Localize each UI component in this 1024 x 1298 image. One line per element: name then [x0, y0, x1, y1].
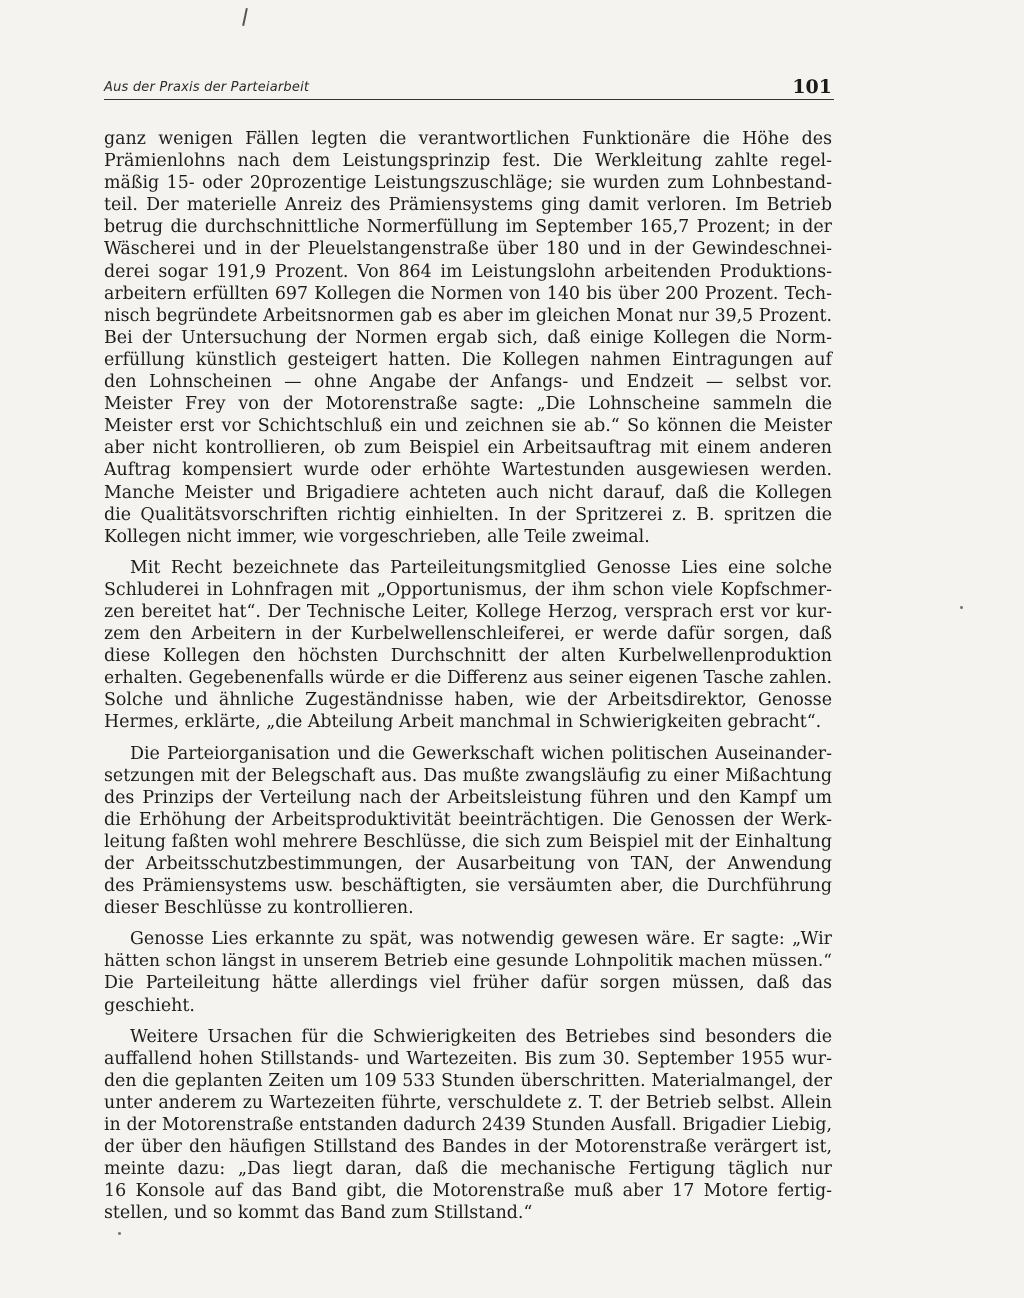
- page-number: 101: [792, 76, 832, 98]
- text-line: diese Kollegen den höchsten Durchschnitt der alten Kurbelwellenproduktion: [104, 646, 832, 667]
- text-line: Meister Frey von der Motorenstraße sagte: „Die Lohnscheine sammeln die: [104, 394, 832, 415]
- header-rule: [104, 99, 834, 100]
- text-line: die Qualitätsvorschriften richtig einhielten. In der Spritzerei z. B. spritzen die: [104, 504, 832, 525]
- paragraph-4: [104, 928, 832, 1016]
- paragraph-3: [104, 743, 832, 920]
- paragraph-2: [104, 557, 832, 734]
- text-line: des Prinzips der Verteilung nach der Arbeitsleistung führen und den Kampf um: [104, 787, 832, 808]
- text-line: zen bereitet hat“. Der Technische Leiter, Kollege Herzog, versprach erst vor kur-: [104, 601, 832, 622]
- text-line: mäßig 15- oder 20prozentige Leistungszuschläge; sie wurden zum Lohnbestand-: [104, 173, 832, 194]
- text-line: Kollegen nicht immer, wie vorgeschrieben, alle Teile zweimal.: [104, 526, 650, 547]
- running-title: Aus der Praxis der Parteiarbeit: [104, 80, 310, 95]
- text-line: Mit Recht bezeichnete das Parteileitungsmitglied Genosse Lies eine solche: [130, 557, 832, 578]
- text-line: Genosse Lies erkannte zu spät, was notwendig gewesen wäre. Er sagte: „Wir: [130, 929, 832, 950]
- body-text: [104, 128, 832, 1225]
- text-line: unter anderem zu Wartezeiten führte, verschuldete z. T. der Betrieb selbst. Allein: [104, 1092, 832, 1113]
- paper-speck: [960, 606, 963, 609]
- text-line: auffallend hohen Stillstands- und Wartezeiten. Bis zum 30. September 1955 wur-: [104, 1048, 832, 1069]
- text-line: Solche und ähnliche Zugeständnisse haben, wie der Arbeitsdirektor, Genosse: [104, 690, 832, 711]
- text-line: Die Parteileitung hätte allerdings viel früher dafür sorgen müssen, daß das: [104, 973, 832, 994]
- text-line: Schluderei in Lohnfragen mit „Opportunismus, der ihm schon viele Kopfschmer-: [104, 579, 832, 600]
- text-line: zem den Arbeitern in der Kurbelwellenschleiferei, er werde dafür sorgen, daß: [104, 624, 832, 645]
- text-line: den die geplanten Zeiten um 109 533 Stunden überschritten. Materialmangel, der: [104, 1070, 832, 1091]
- text-line: setzungen mit der Belegschaft aus. Das mußte zwangsläufig zu einer Mißachtung: [104, 765, 832, 786]
- text-line: arbeitern erfüllten 697 Kollegen die Normen von 140 bis über 200 Prozent. Tech-: [104, 283, 832, 304]
- text-line: betrug die durchschnittliche Normerfüllung im September 165,7 Prozent; in der: [104, 217, 832, 238]
- text-line: Die Parteiorganisation und die Gewerkschaft wichen politischen Auseinander-: [130, 743, 832, 764]
- text-line: Meister erst vor Schichtschluß ein und zeichnen sie ab.“ So können die Meister: [104, 416, 832, 437]
- text-line: stellen, und so kommt das Band zum Stillstand.“: [104, 1203, 533, 1224]
- text-line: aber nicht kontrollieren, ob zum Beispiel ein Arbeitsauftrag mit einem anderen: [104, 438, 832, 459]
- text-line: geschieht.: [104, 995, 195, 1016]
- paragraph-5: [104, 1026, 832, 1225]
- pencil-mark: [242, 8, 248, 26]
- text-line: ganz wenigen Fällen legten die verantwortlichen Funktionäre die Höhe des: [104, 129, 832, 149]
- paragraph-1: [104, 128, 832, 548]
- text-line: derei sogar 191,9 Prozent. Von 864 im Leistungslohn arbeitenden Produktions-: [104, 261, 832, 282]
- text-line: nisch begründete Arbeitsnormen gab es aber im gleichen Monat nur 39,5 Prozent.: [104, 305, 832, 326]
- text-line: leitung faßten wohl mehrere Beschlüsse, die sich zum Beispiel mit der Einhaltung: [104, 831, 832, 852]
- text-line: dieser Beschlüsse zu kontrollieren.: [104, 898, 414, 919]
- text-line: der über den häufigen Stillstand des Bandes in der Motorenstraße verärgert ist,: [104, 1137, 832, 1158]
- text-line: Auftrag kompensiert wurde oder erhöhte Wartestunden ausgewiesen werden.: [104, 460, 832, 481]
- text-line: der Arbeitsschutzbestimmungen, der Ausarbeitung von TAN, der Anwendung: [104, 854, 832, 874]
- text-line: die Erhöhung der Arbeitsproduktivität beeinträchtigen. Die Genossen der Werk-: [104, 809, 832, 830]
- text-line: Wäscherei und in der Pleuelstangenstraße über 180 und in der Gewindeschnei-: [104, 239, 832, 260]
- text-line: Manche Meister und Brigadiere achteten auch nicht darauf, daß die Kollegen: [104, 482, 832, 503]
- text-line: teil. Der materielle Anreiz des Prämiensystems ging damit verloren. Im Betrieb: [104, 195, 832, 216]
- text-line: 16 Konsole auf das Band gibt, die Motorenstraße muß aber 17 Motore fertig-: [104, 1181, 832, 1202]
- text-line: hätten schon längst in unserem Betrieb eine gesunde Lohnpolitik machen müssen.“: [104, 951, 832, 972]
- text-line: Bei der Untersuchung der Normen ergab sich, daß einige Kollegen die Norm-: [104, 327, 832, 348]
- text-line: des Prämiensystems usw. beschäftigten, sie versäumten aber, die Durchführung: [104, 876, 832, 897]
- text-line: erhalten. Gegebenenfalls würde er die Differenz aus seiner eigenen Tasche zahlen.: [104, 668, 832, 689]
- text-line: erfüllung künstlich gesteigert hatten. Die Kollegen nahmen Eintragungen auf: [104, 349, 832, 370]
- text-line: den Lohnscheinen — ohne Angabe der Anfangs- und Endzeit — selbst vor.: [104, 372, 832, 393]
- paper-speck: [118, 1232, 121, 1235]
- text-line: meinte dazu: „Das liegt daran, daß die mechanische Fertigung täglich nur: [104, 1159, 832, 1180]
- text-line: Weitere Ursachen für die Schwierigkeiten des Betriebes sind besonders die: [130, 1026, 832, 1047]
- text-line: in der Motorenstraße entstanden dadurch 2439 Stunden Ausfall. Brigadier Liebig,: [104, 1115, 832, 1136]
- text-line: Prämienlohns nach dem Leistungsprinzip fest. Die Werkleitung zahlte regel-: [104, 151, 832, 172]
- text-line: Hermes, erklärte, „die Abteilung Arbeit manchmal in Schwierigkeiten gebracht“.: [104, 712, 822, 733]
